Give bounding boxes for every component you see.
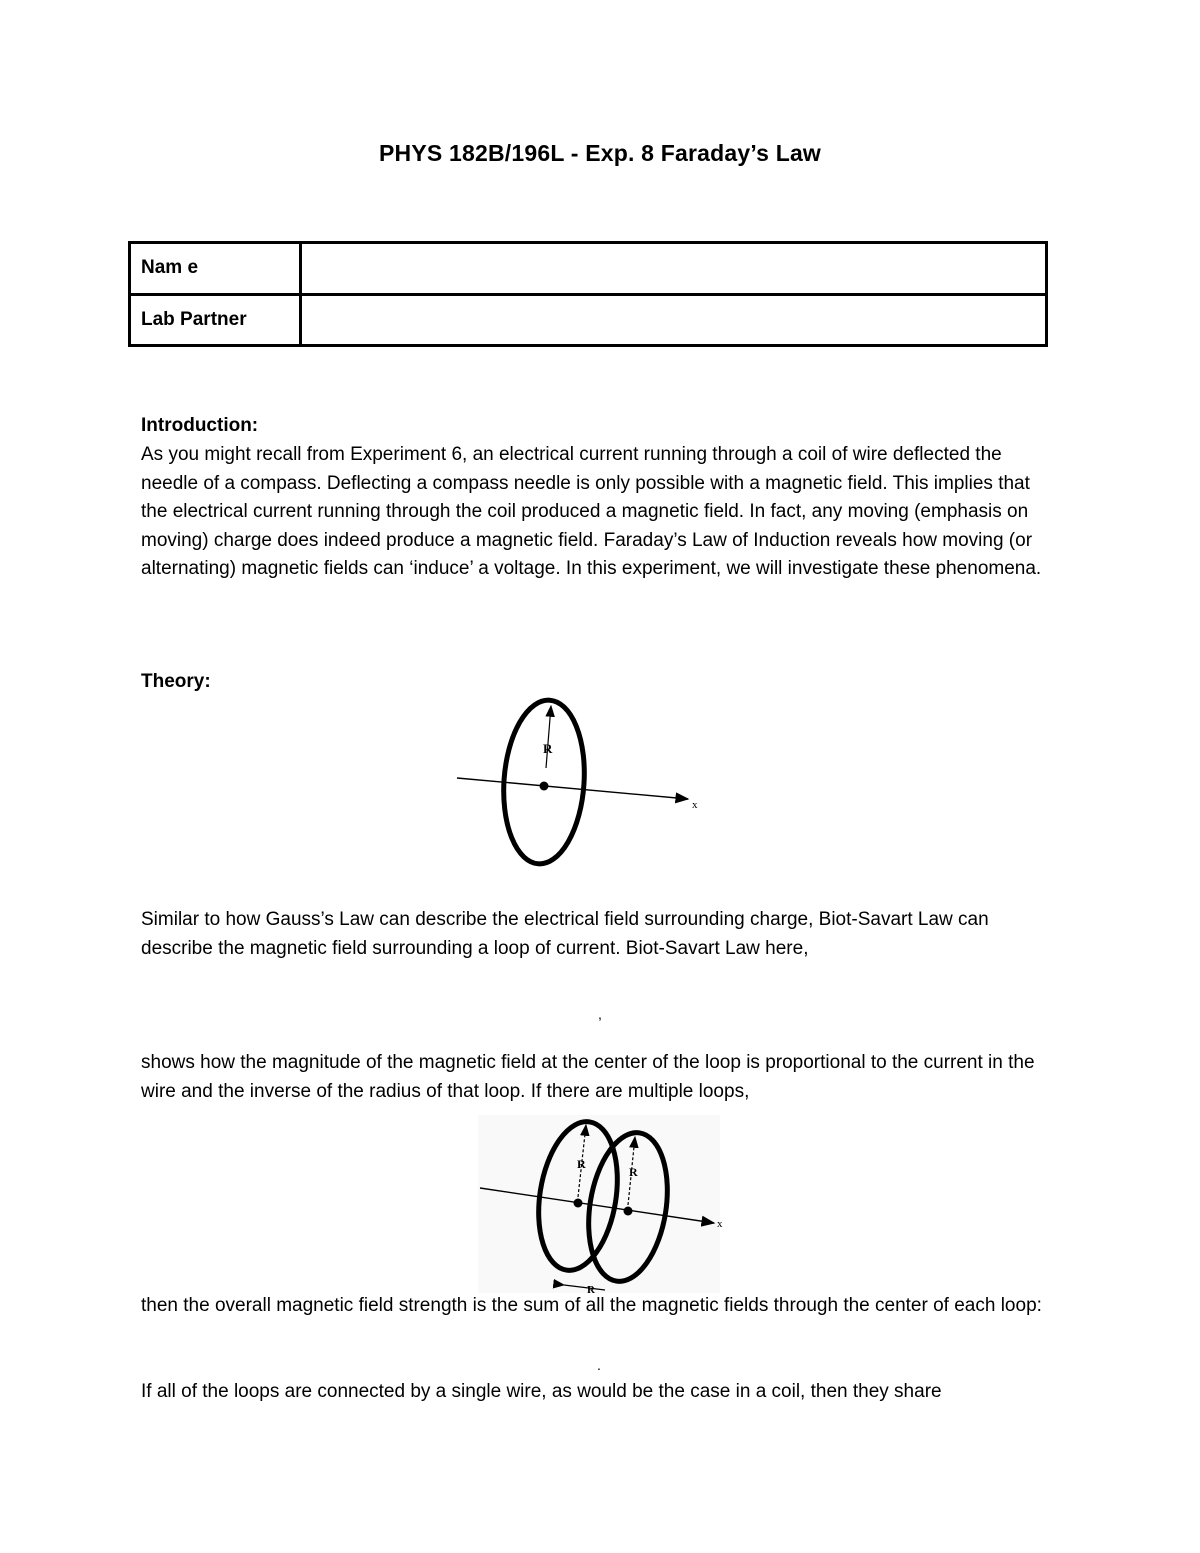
radius-label-2: R xyxy=(629,1165,638,1179)
table-row xyxy=(130,243,1047,295)
x-axis-line xyxy=(457,778,688,799)
theory-heading: Theory: xyxy=(141,671,211,692)
axis-label: x xyxy=(717,1218,723,1230)
two-loop-figure xyxy=(478,1115,728,1293)
info-table xyxy=(128,241,1048,347)
loop-center-dot xyxy=(540,782,549,791)
theory-paragraph-4: If all of the loops are connected by a single wire, as would be the case in a coil, then they share xyxy=(141,1381,942,1402)
equation-placeholder-1: , xyxy=(598,1006,602,1022)
radius-label-1: R xyxy=(577,1157,586,1171)
separation-label: R xyxy=(587,1284,595,1293)
table-row xyxy=(130,294,1047,346)
single-loop-figure xyxy=(440,690,720,875)
lab-partner-field[interactable] xyxy=(301,294,1047,346)
loop-1-center-dot xyxy=(574,1199,583,1208)
theory-paragraph-3: then the overall magnetic field strength is the sum of all the magnetic fields through the center of each loop: xyxy=(141,1295,1042,1316)
axis-label: x xyxy=(692,799,698,811)
lab-partner-label: Lab Partner xyxy=(130,294,301,346)
name-field[interactable] xyxy=(301,243,1047,295)
theory-paragraph-2: shows how the magnitude of the magnetic field at the center of the loop is proportional to the current in the wire and the inverse of the radius of that loop. If there are multiple loops, xyxy=(141,1052,1035,1102)
equation-placeholder-2: . xyxy=(597,1357,601,1373)
loop-2-center-dot xyxy=(624,1207,633,1216)
radius-label: R xyxy=(543,741,553,756)
theory-paragraph-1: Similar to how Gauss’s Law can describe the electrical field surrounding charge, Biot-Savart Law can describe the magnetic field surrounding a loop of current. Biot-Savart Law here, xyxy=(141,909,989,959)
name-label: Nam e xyxy=(130,243,301,295)
introduction-heading: Introduction: xyxy=(141,415,259,436)
introduction-text: As you might recall from Experiment 6, an electrical current running through a coil of wire deflected the needle of a compass. Deflecting a compass needle is only possible with a magnetic field. This implies that the electrical current running through the coil produced a magnetic field. In fact, any moving (emphasis on moving) charge does indeed produce a magnetic field. Faraday’s Law of Induction reveals how moving (or alternating) magnetic fields can ‘induce’ a voltage. In this experiment, we will investigate these phenomena. xyxy=(141,444,1042,579)
page-title: PHYS 182B/196L - Exp. 8 Faraday’s Law xyxy=(378,140,822,166)
radius-arrow xyxy=(546,706,551,768)
